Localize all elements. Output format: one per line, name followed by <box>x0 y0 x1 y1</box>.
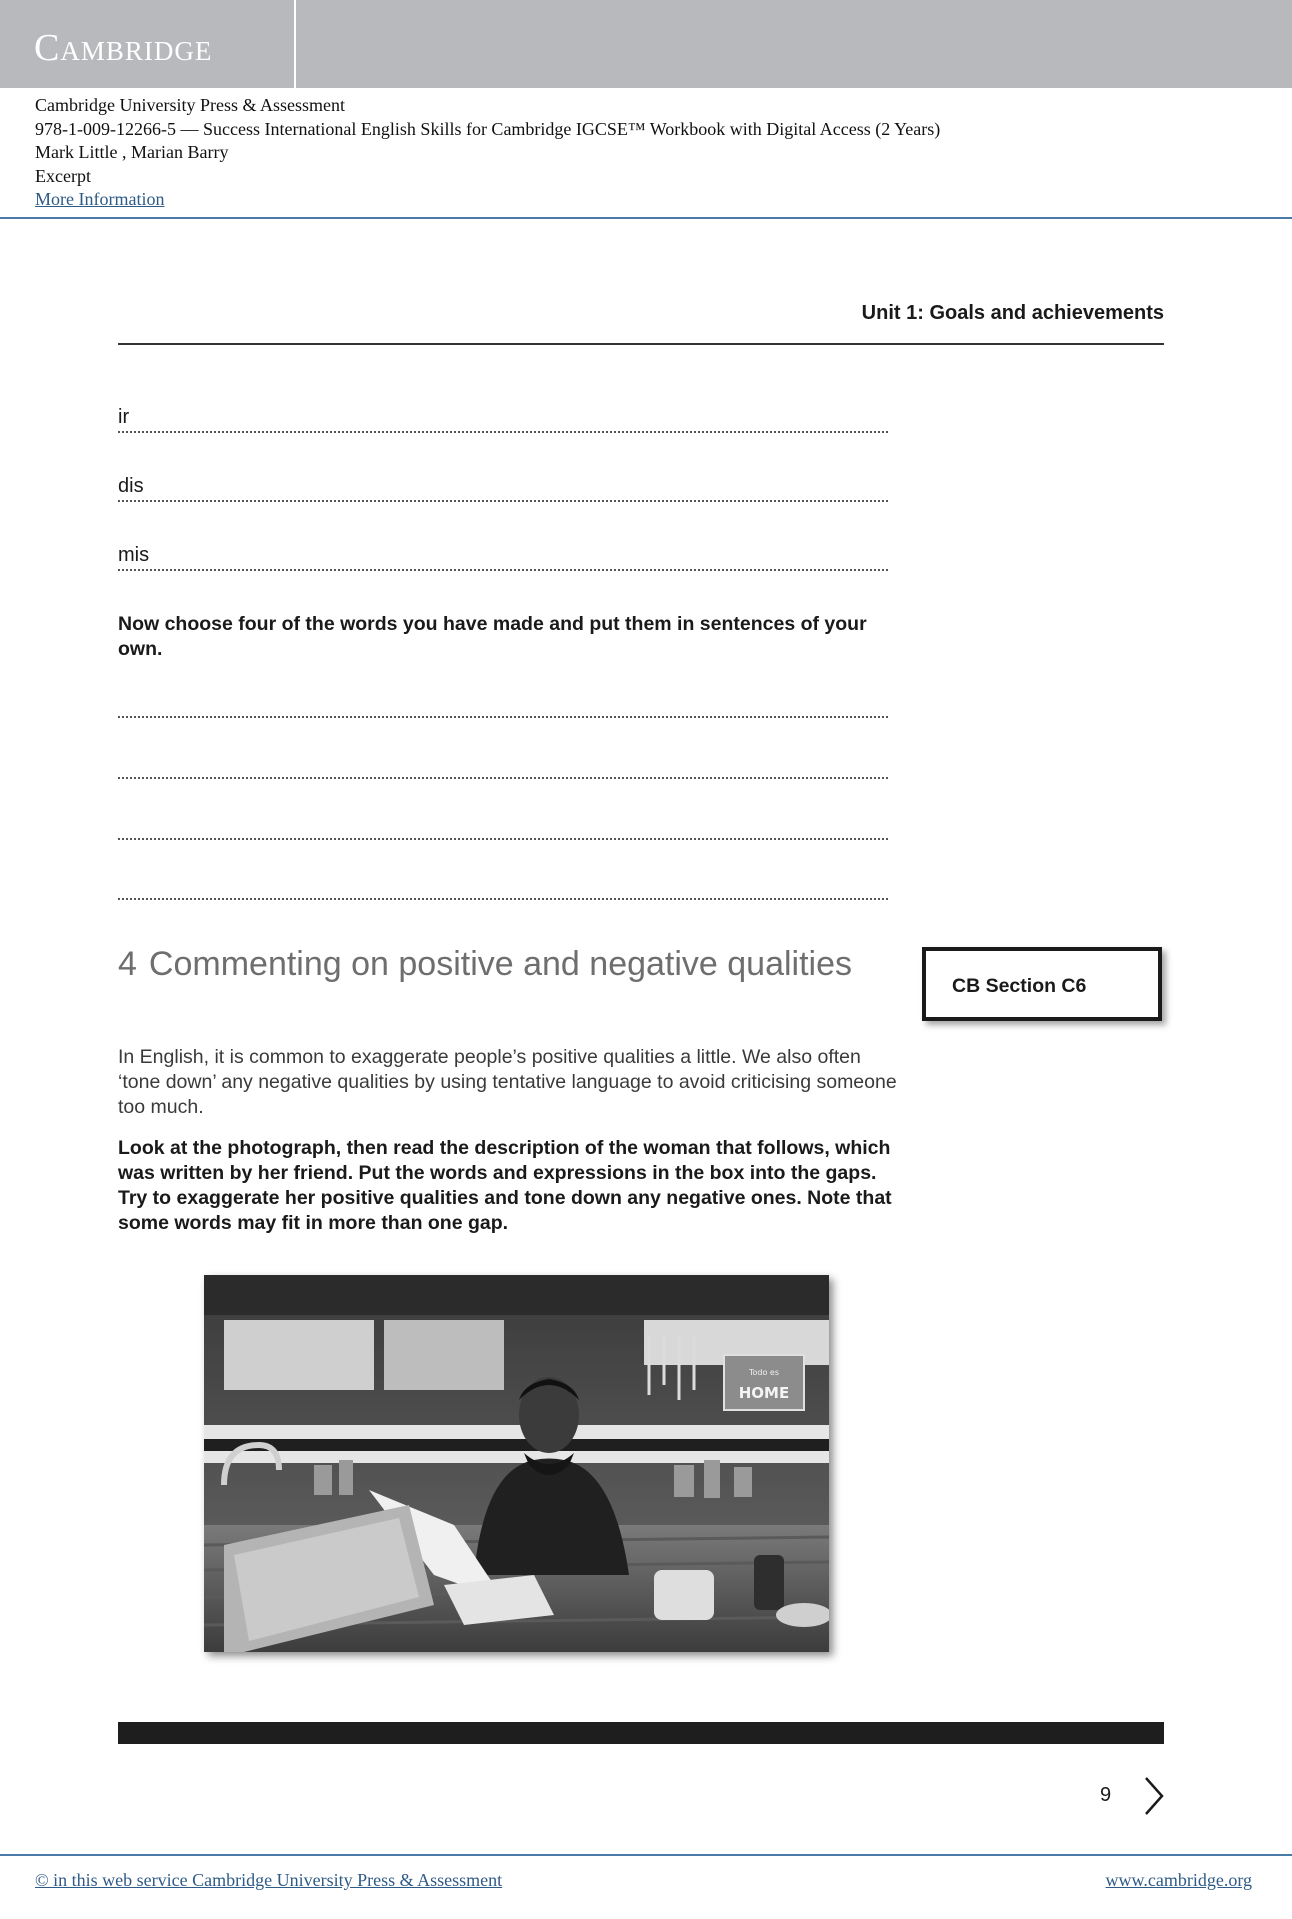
sign-text: HOME <box>738 1384 790 1402</box>
brand-band <box>0 0 1292 88</box>
website-link[interactable]: www.cambridge.org <box>1105 1870 1252 1890</box>
sentence-answer-line[interactable] <box>118 898 888 900</box>
cambridge-logo[interactable] <box>0 0 296 88</box>
book-title: 978-1-009-12266-5 — Success International English Skills for Cambridge IGCSE™ Workbook with Digital Access (2 Years) <box>35 118 941 139</box>
authors: Mark Little , Marian Barry <box>35 142 229 162</box>
sentence-answer-line[interactable] <box>118 777 888 779</box>
unit-divider <box>118 343 1164 345</box>
prefix-answer-line-dis[interactable] <box>118 472 888 502</box>
brand-name: Cambridge <box>34 27 213 69</box>
book-metadata <box>35 94 940 212</box>
dotted-line <box>118 569 888 571</box>
dotted-line <box>118 431 888 433</box>
unit-title: Unit 1: Goals and achievements <box>861 302 1164 324</box>
section-task: Look at the photograph, then read the description of the woman that follows, which was written by her friend. Put the words and expressions in the box into the gaps. Try to exaggerate her positive qualities and tone down any negative ones. Note that some words may fit in more than one gap. <box>118 1137 892 1234</box>
coursebook-reference-box <box>922 947 1162 1021</box>
sign-text: Todo es <box>748 1368 780 1377</box>
page-number: 9 <box>1100 1784 1112 1806</box>
prefix-label: dis <box>118 475 144 497</box>
prefix-answer-line-ir[interactable] <box>118 403 888 433</box>
page-footer-bar <box>118 1722 1164 1744</box>
dotted-line <box>118 500 888 502</box>
section-title: Commenting on positive and negative qualities <box>148 945 853 983</box>
section-heading <box>118 940 878 988</box>
prefix-label: mis <box>118 544 150 566</box>
prefix-answer-line-mis[interactable] <box>118 541 888 571</box>
more-information-link[interactable]: More Information <box>35 189 165 209</box>
next-page-icon[interactable] <box>1143 1776 1165 1816</box>
publisher-name: Cambridge University Press & Assessment <box>35 95 345 115</box>
section-number: 4 <box>118 945 137 983</box>
excerpt-label: Excerpt <box>35 165 91 186</box>
sentence-instruction: Now choose four of the words you have made and put them in sentences of your own. <box>118 613 867 660</box>
sentence-answer-line[interactable] <box>118 716 888 718</box>
coursebook-reference: CB Section C6 <box>952 975 1087 997</box>
photograph-woman-reading <box>204 1275 829 1652</box>
header-divider <box>0 217 1292 219</box>
copyright-link[interactable]: © in this web service Cambridge University Press & Assessment <box>35 1870 503 1890</box>
kitchen-scene-illustration <box>204 1275 829 1652</box>
prefix-label: ir <box>118 406 130 428</box>
sentence-answer-line[interactable] <box>118 838 888 840</box>
footer-divider <box>0 1854 1292 1856</box>
section-intro: In English, it is common to exaggerate people’s positive qualities a little. We also often ‘tone down’ any negative qualities by using tentative language to avoid criticising someone too much. <box>118 1046 897 1118</box>
